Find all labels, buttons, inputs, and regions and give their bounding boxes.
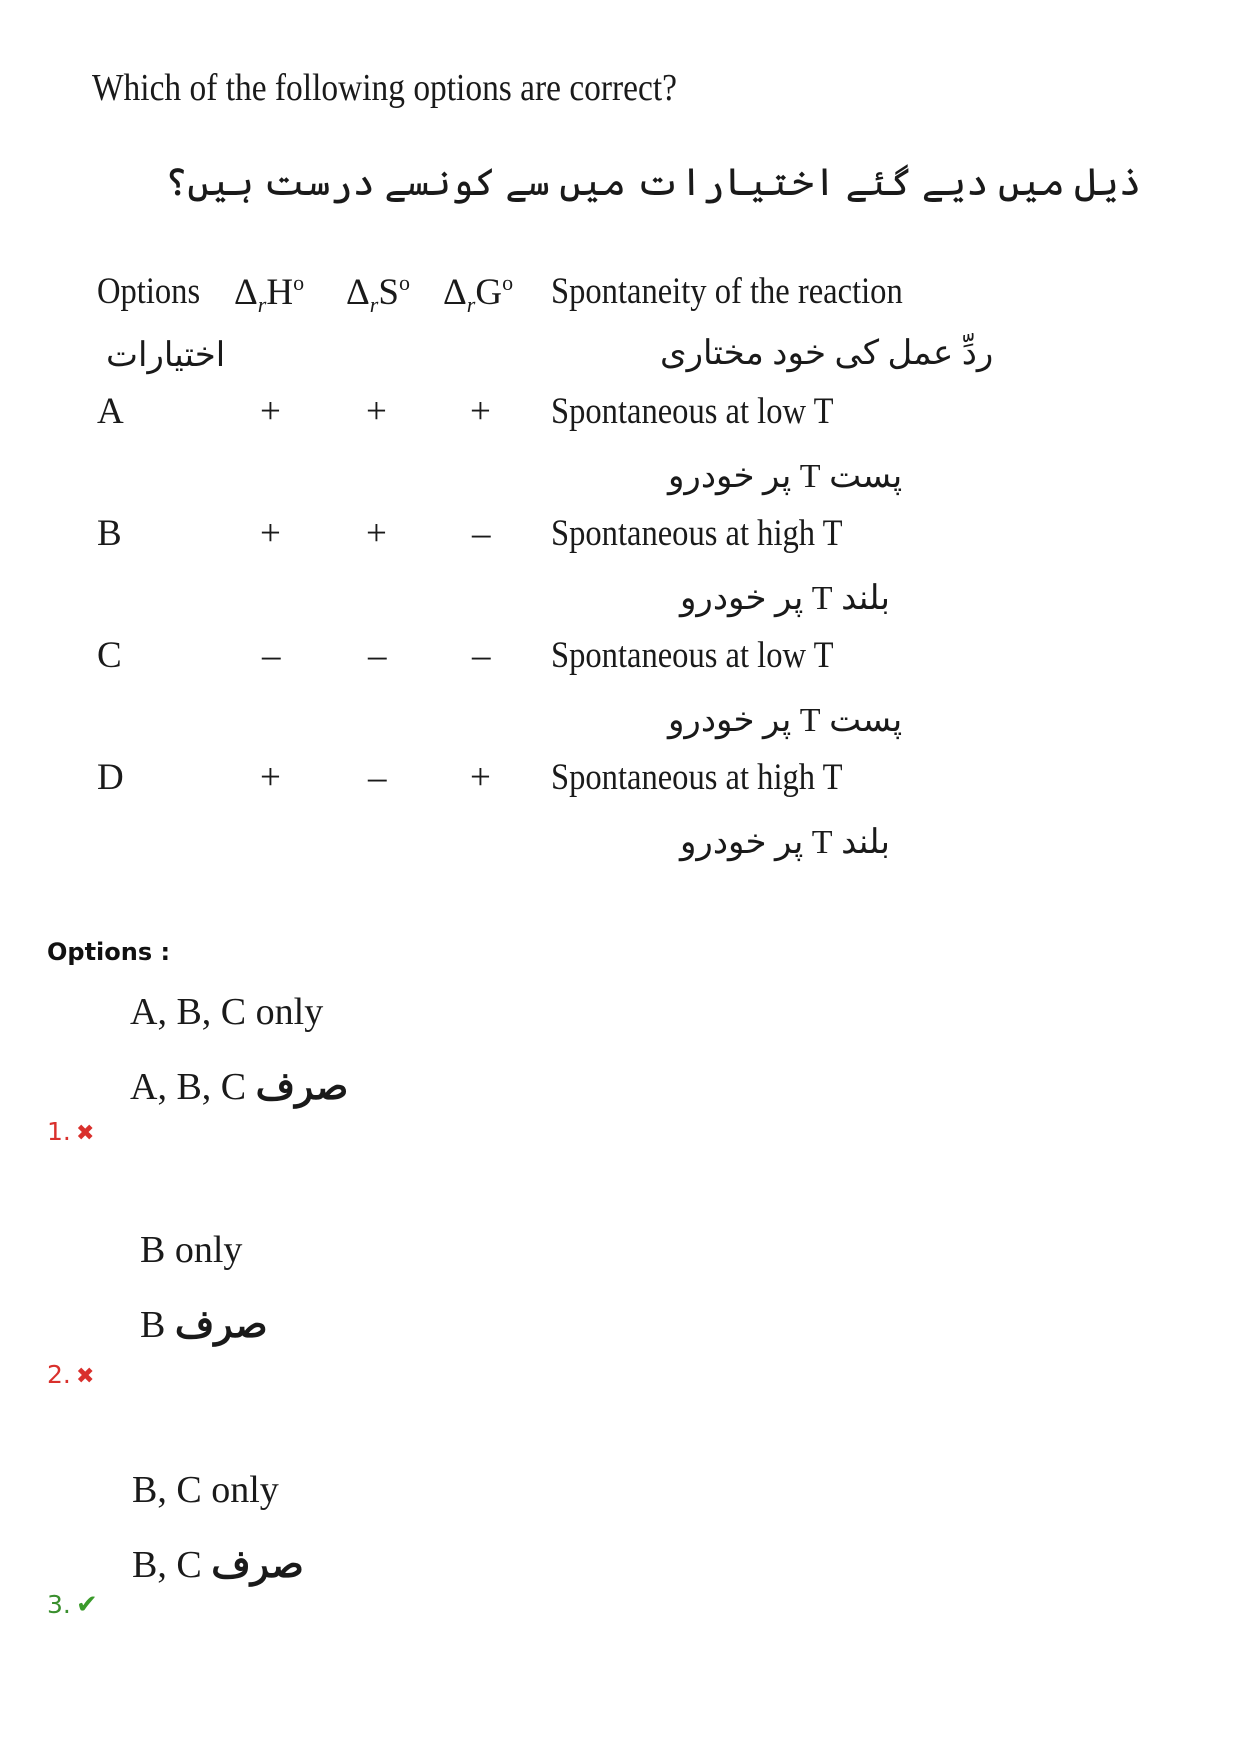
row-a-dg: + <box>470 391 491 432</box>
answer-2-number: 2. <box>47 1360 71 1389</box>
superscript: o <box>502 270 514 295</box>
answer-2-urdu-word: صرف <box>174 1304 268 1346</box>
row-d-dh: + <box>260 757 281 798</box>
answer-3-letters: B, C <box>132 1544 202 1586</box>
answer-2-marker <box>47 1360 94 1389</box>
checkmark-icon: ✔ <box>75 1590 98 1620</box>
cross-icon: ✖ <box>75 1121 95 1146</box>
subscript: r <box>257 292 267 317</box>
answer-1-marker <box>47 1117 94 1146</box>
header-delta-g <box>443 270 513 318</box>
answer-3-text[interactable]: B, C only <box>132 1469 279 1511</box>
row-a-option: A <box>97 391 124 432</box>
answer-3-urdu-word: صرف <box>211 1544 304 1586</box>
row-b-spontaneity: Spontaneous at high T <box>551 513 843 554</box>
answer-1-text[interactable]: A, B, C only <box>130 991 324 1033</box>
header-options-urdu: اختیارات <box>106 337 226 374</box>
row-d-dg: + <box>470 757 491 798</box>
symbol: H <box>266 272 294 313</box>
answer-2-text-urdu[interactable] <box>140 1302 267 1347</box>
answer-3-text-urdu[interactable] <box>132 1542 304 1587</box>
answer-2-letters: B <box>140 1304 166 1346</box>
row-c-spontaneity: Spontaneous at low T <box>551 635 834 676</box>
question-text-urdu: ذیل میں دیے گئے اختیارات میں سے کونسے درست ہیں؟ <box>165 162 1142 204</box>
row-b-spontaneity-urdu: بلند T پر خودرو <box>680 580 890 617</box>
superscript: o <box>398 270 410 295</box>
delta-symbol: Δ <box>234 272 258 313</box>
answer-1-number: 1. <box>47 1117 71 1146</box>
options-label: Options : <box>47 938 171 966</box>
row-c-dg: – <box>472 635 491 676</box>
header-delta-h <box>234 270 304 318</box>
row-c-option: C <box>97 635 122 676</box>
question-text: Which of the following options are correct? <box>92 67 677 109</box>
row-b-option: B <box>97 513 122 554</box>
subscript: r <box>369 292 379 317</box>
cross-icon: ✖ <box>75 1364 95 1389</box>
subscript: r <box>466 292 476 317</box>
row-c-ds: – <box>368 635 387 676</box>
delta-symbol: Δ <box>346 272 370 313</box>
row-a-dh: + <box>260 391 281 432</box>
symbol: S <box>378 272 399 313</box>
row-c-dh: – <box>262 635 281 676</box>
row-c-spontaneity-urdu: پست T پر خودرو <box>668 702 903 739</box>
row-d-spontaneity-urdu: بلند T پر خودرو <box>680 824 890 861</box>
row-b-ds: + <box>366 513 387 554</box>
answer-3-marker <box>47 1590 98 1620</box>
header-spontaneity: Spontaneity of the reaction <box>551 271 903 312</box>
answer-1-text-urdu[interactable] <box>130 1064 348 1109</box>
answer-2-text[interactable]: B only <box>140 1229 243 1271</box>
delta-symbol: Δ <box>443 272 467 313</box>
answer-1-letters: A, B, C <box>130 1066 247 1108</box>
row-d-option: D <box>97 757 124 798</box>
superscript: o <box>293 270 305 295</box>
row-b-dh: + <box>260 513 281 554</box>
row-d-spontaneity: Spontaneous at high T <box>551 757 843 798</box>
header-delta-s <box>346 270 410 318</box>
row-b-dg: – <box>472 513 491 554</box>
row-a-ds: + <box>366 391 387 432</box>
header-options: Options <box>97 271 201 312</box>
row-d-ds: – <box>368 757 387 798</box>
answer-1-urdu-word: صرف <box>255 1066 349 1108</box>
answer-3-number: 3. <box>47 1590 71 1619</box>
symbol: G <box>475 272 503 313</box>
header-spontaneity-urdu: ردِّ عمل کی خود مختاری <box>660 335 994 372</box>
row-a-spontaneity: Spontaneous at low T <box>551 391 834 432</box>
row-a-spontaneity-urdu: پست T پر خودرو <box>668 458 903 495</box>
